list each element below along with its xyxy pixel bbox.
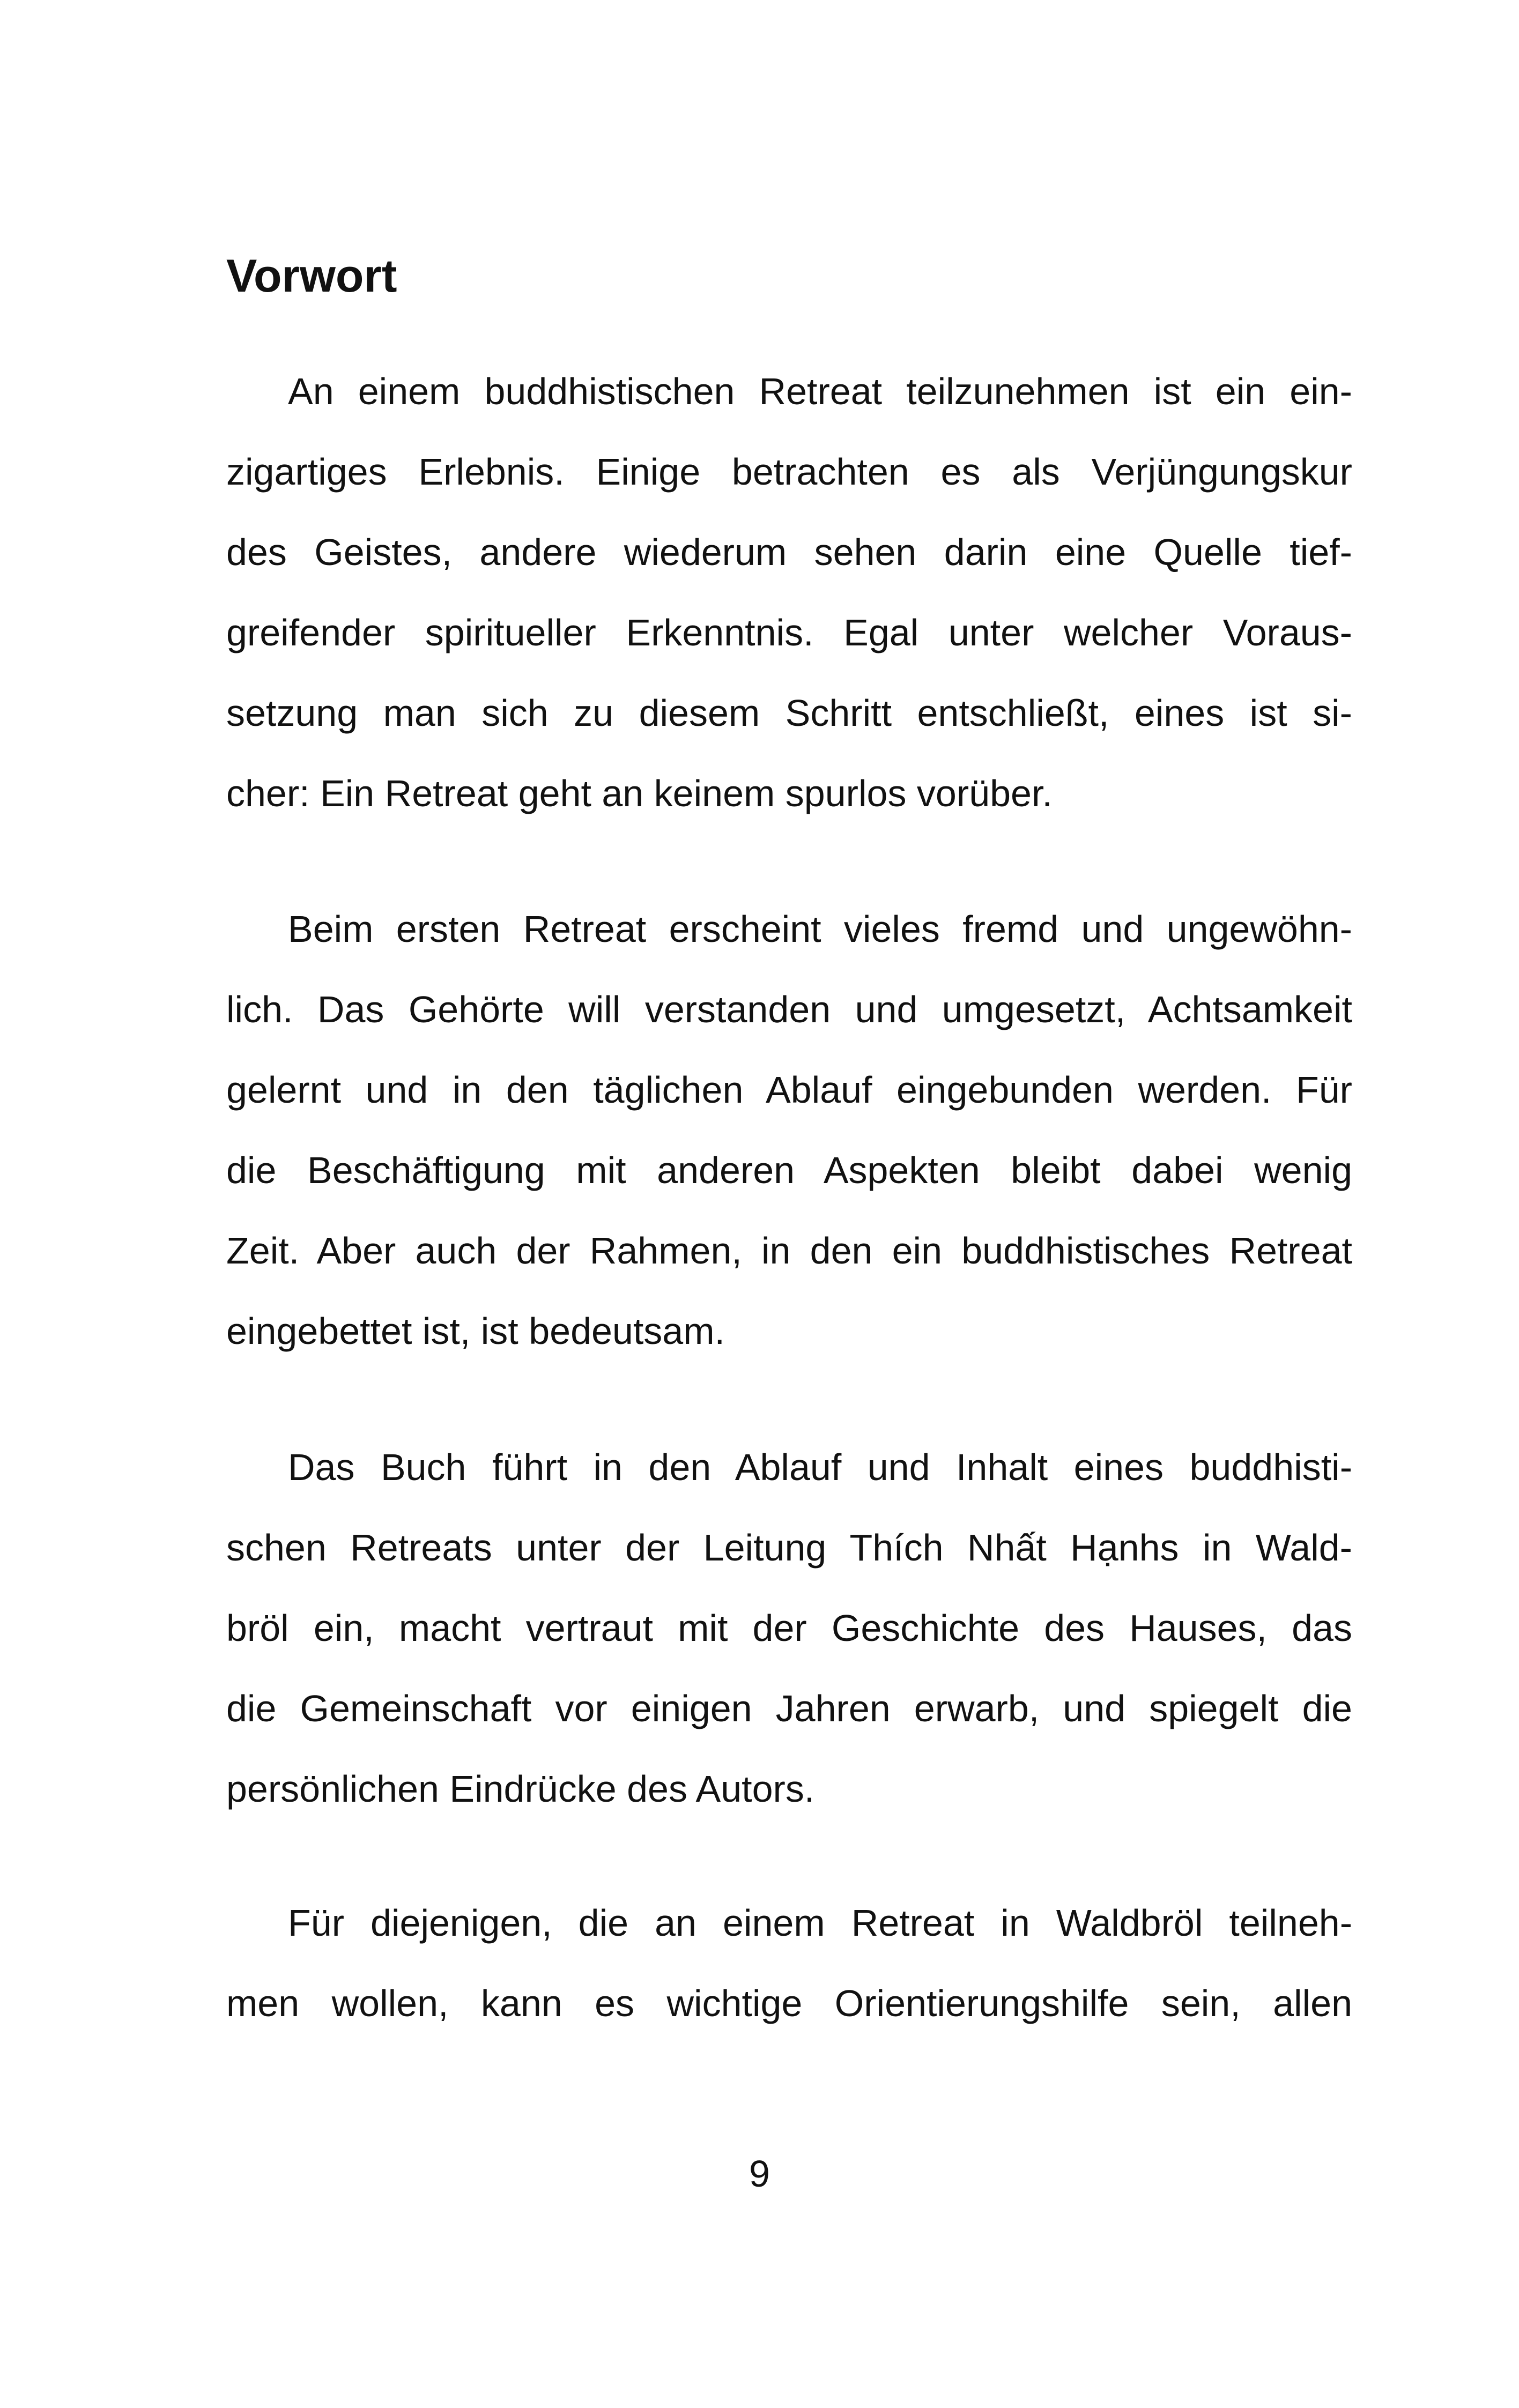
paragraph-line: greifender spiritueller Erkenntnis. Egal unter welcher Voraus- — [226, 612, 1352, 653]
paragraph-line: Für diejenigen, die an einem Retreat in Waldbröl teilneh- — [288, 1902, 1352, 1944]
paragraph-line: Das Buch führt in den Ablauf und Inhalt eines buddhisti- — [288, 1446, 1352, 1488]
paragraph-2 — [226, 889, 1352, 1371]
paragraph-line: An einem buddhistischen Retreat teilzunehmen ist ein ein- — [288, 370, 1352, 412]
paragraph-line: Beim ersten Retreat erscheint vieles fremd und ungewöhn- — [288, 908, 1352, 950]
paragraph-line: eingebettet ist, ist bedeutsam. — [226, 1310, 725, 1352]
paragraph-line: die Gemeinschaft vor einigen Jahren erwarb, und spiegelt die — [226, 1688, 1352, 1729]
paragraph-line: men wollen, kann es wichtige Orientierungshilfe sein, allen — [226, 1982, 1352, 2024]
paragraph-line: lich. Das Gehörte will verstanden und umgesetzt, Achtsamkeit — [226, 989, 1352, 1030]
paragraph-3 — [226, 1427, 1352, 1829]
paragraph-line: gelernt und in den täglichen Ablauf eingebunden werden. Für — [226, 1069, 1352, 1111]
paragraph-line: die Beschäftigung mit anderen Aspekten bleibt dabei wenig — [226, 1149, 1352, 1191]
paragraph-line: setzung man sich zu diesem Schritt entschließt, eines ist si- — [226, 692, 1352, 734]
chapter-heading: Vorwort — [226, 250, 397, 302]
paragraph-line: cher: Ein Retreat geht an keinem spurlos vorüber. — [226, 772, 1053, 814]
paragraph-line: bröl ein, macht vertraut mit der Geschichte des Hauses, das — [226, 1607, 1352, 1649]
paragraph-line: persönlichen Eindrücke des Autors. — [226, 1768, 815, 1810]
paragraph-4 — [226, 1883, 1352, 2043]
paragraph-line: zigartiges Erlebnis. Einige betrachten es als Verjüngungskur — [226, 451, 1352, 493]
paragraph-line: Zeit. Aber auch der Rahmen, in den ein buddhistisches Retreat — [226, 1230, 1352, 1272]
paragraph-1 — [226, 351, 1352, 834]
page-number: 9 — [749, 2153, 770, 2195]
paragraph-line: schen Retreats unter der Leitung Thích Nhất Hạnhs in Wald- — [226, 1527, 1352, 1569]
paragraph-line: des Geistes, andere wiederum sehen darin eine Quelle tief- — [226, 531, 1352, 573]
